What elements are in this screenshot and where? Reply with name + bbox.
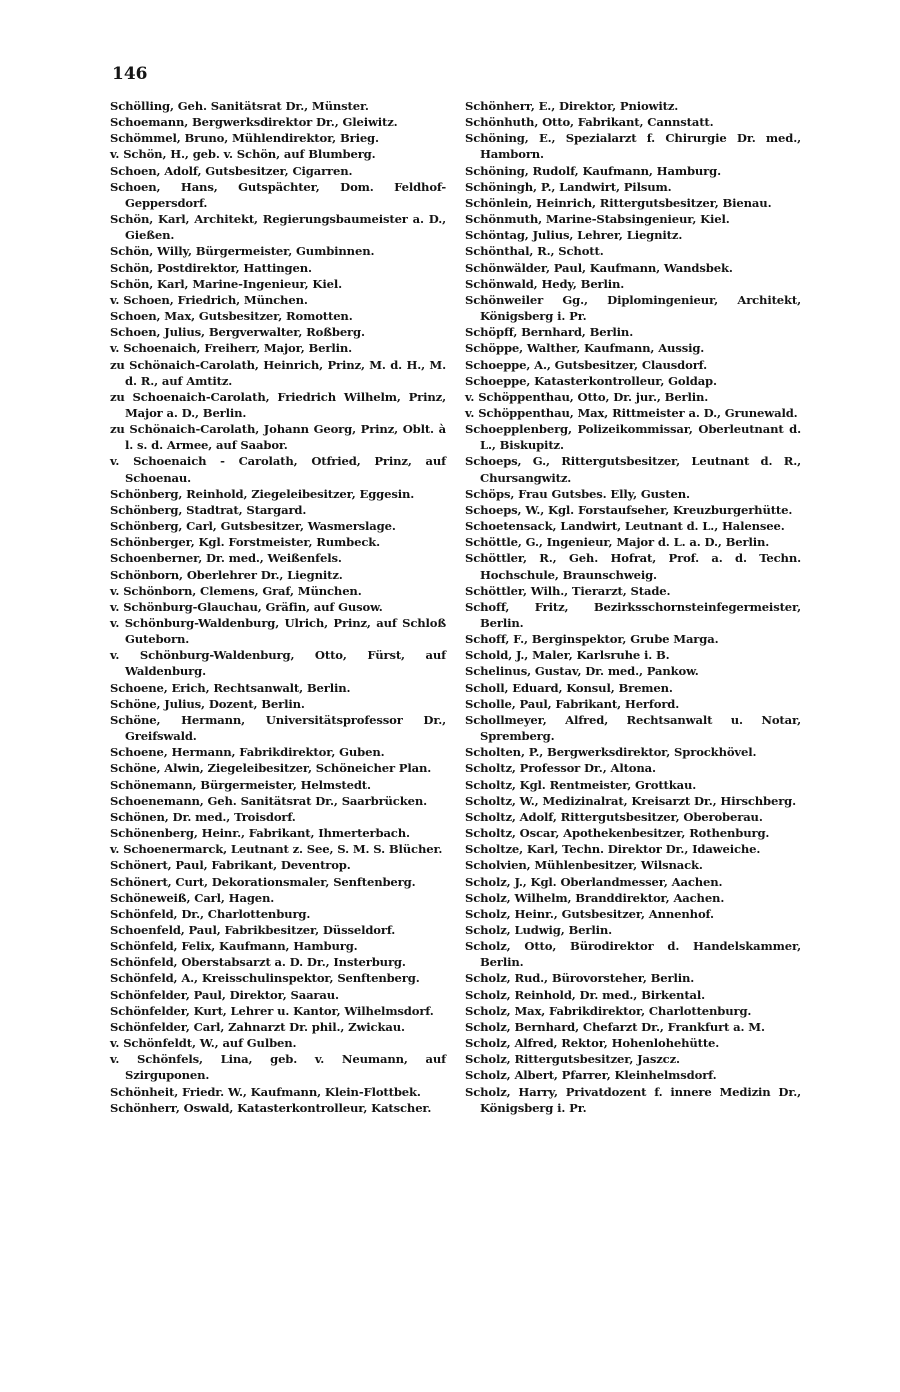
directory-entry: Schoeps, W., Kgl. Forstaufseher, Kreuzburgerhütte. [465,502,793,517]
directory-entry: Scholz, Albert, Pfarrer, Kleinhelmsdorf. [465,1068,717,1083]
directory-entry: Schelinus, Gustav, Dr. med., Pankow. [465,664,699,679]
directory-entry: Schönhuth, Otto, Fabrikant, Cannstatt. [465,115,714,130]
directory-entry: Schoen, Max, Gutsbesitzer, Romotten. [110,309,353,324]
directory-entry: Schöps, Frau Gutsbes. Elly, Gusten. [465,486,690,501]
directory-entry: Schön, Postdirektor, Hattingen. [110,260,312,275]
directory-entry: Scholz, Rittergutsbesitzer, Jaszcz. [465,1052,680,1067]
directory-entry: v. Schoen, Friedrich, München. [110,292,308,307]
directory-entry: Scholz, Wilhelm, Branddirektor, Aachen. [465,890,725,905]
directory-entry: Schoen, Adolf, Gutsbesitzer, Cigarren. [110,163,353,178]
directory-entry: Scholtz, Oscar, Apothekenbesitzer, Rothenburg. [465,826,770,841]
directory-entry: Schöning, Rudolf, Kaufmann, Hamburg. [465,163,721,178]
directory-entry: Scholl, Eduard, Konsul, Bremen. [465,680,673,695]
directory-entry: Schönmuth, Marine-Stabsingenieur, Kiel. [465,212,730,227]
directory-entry: Schöttler, R., Geh. Hofrat, Prof. a. d. Techn. Hochschule, Braunschweig. [465,551,801,582]
directory-entry: Schönheit, Friedr. W., Kaufmann, Klein-Flottbek. [110,1084,421,1099]
directory-entry: v. Schoenermarck, Leutnant z. See, S. M. S. Blücher. [110,842,443,857]
directory-entry: Schoeps, G., Rittergutsbesitzer, Leutnant d. R., Chursangwitz. [465,454,801,485]
directory-entry: Schöpff, Bernhard, Berlin. [465,325,634,340]
directory-entry: Schoen, Julius, Bergverwalter, Roßberg. [110,325,365,340]
directory-entry: Schönfeld, Dr., Charlottenburg. [110,906,311,921]
directory-entry: zu Schönaich-Carolath, Johann Georg, Prinz, Oblt. à l. s. d. Armee, auf Saabor. [110,422,446,453]
directory-entry: Schoetensack, Landwirt, Leutnant d. L., Halensee. [465,519,785,534]
directory-entry: zu Schoenaich-Carolath, Friedrich Wilhelm, Prinz, Major a. D., Berlin. [110,389,446,420]
directory-entry: Schönweiler Gg., Diplomingenieur, Architekt, Königsberg i. Pr. [465,292,801,324]
directory-entry: Schönberg, Stadtrat, Stargard. [110,502,307,517]
directory-entry: Schönen, Dr. med., Troisdorf. [110,809,296,824]
right-column [465,98,801,1116]
directory-entry: Schoff, Fritz, Bezirksschornsteinfegermeister, Berlin. [465,599,801,630]
directory-entry: Schöne, Hermann, Universitätsprofessor Dr., Greifswald. [110,712,446,744]
directory-entry: Schoeppe, A., Gutsbesitzer, Clausdorf. [465,357,707,372]
directory-entry: Scholz, Otto, Bürodirektor d. Handelskammer, Berlin. [465,939,801,970]
directory-entry: Scholvien, Mühlenbesitzer, Wilsnack. [465,858,703,873]
directory-entry: Schönfelder, Carl, Zahnarzt Dr. phil., Zwickau. [110,1019,405,1034]
directory-entry: Schoepplenberg, Polizeikommissar, Oberleutnant d. L., Biskupitz. [465,422,801,453]
directory-entry: Schönberg, Carl, Gutsbesitzer, Wasmerslage. [110,519,396,534]
directory-entry: Schönwälder, Paul, Kaufmann, Wandsbek. [465,260,733,275]
directory-entry: Schölling, Geh. Sanitätsrat Dr., Münster. [110,99,369,113]
directory-entry: Schoene, Erich, Rechtsanwalt, Berlin. [110,680,351,695]
directory-entry: Schöttle, G., Ingenieur, Major d. L. a. D., Berlin. [465,535,770,550]
directory-entry: Schöttler, Wilh., Tierarzt, Stade. [465,583,671,598]
directory-entry: v. Schoenaich - Carolath, Otfried, Prinz, auf Schoenau. [110,454,446,485]
directory-entry: Schönemann, Bürgermeister, Helmstedt. [110,777,371,792]
directory-entry: Scholz, Alfred, Rektor, Hohenlohehütte. [465,1036,720,1051]
directory-entry: Scholz, Ludwig, Berlin. [465,922,613,937]
directory-entry: Schömmel, Bruno, Mühlendirektor, Brieg. [110,131,379,146]
directory-entry: v. Schönburg-Waldenburg, Otto, Fürst, auf Waldenburg. [110,648,446,679]
directory-entry: Schoen, Hans, Gutspächter, Dom. Feldhof-Geppersdorf. [110,179,446,210]
directory-entry: Scholtze, Karl, Techn. Direktor Dr., Idaweiche. [465,842,761,857]
directory-entry: Schollmeyer, Alfred, Rechtsanwalt u. Notar, Spremberg. [465,712,801,744]
directory-entry: Scholz, J., Kgl. Oberlandmesser, Aachen. [465,874,723,889]
directory-entry: v. Schönfels, Lina, geb. v. Neumann, auf Szirguponen. [110,1052,446,1083]
page-number: 146 [112,64,148,84]
directory-entry: Schön, Willy, Bürgermeister, Gumbinnen. [110,244,375,259]
directory-entry: Schönherr, E., Direktor, Pniowitz. [465,99,679,113]
directory-entry: v. Schön, H., geb. v. Schön, auf Blumberg. [110,147,376,162]
directory-entry: Schoff, F., Berginspektor, Grube Marga. [465,632,719,647]
directory-entry: Schöning, E., Spezialarzt f. Chirurgie Dr. med., Hamborn. [465,131,801,162]
directory-entry: Schöntag, Julius, Lehrer, Liegnitz. [465,228,683,243]
directory-entry: v. Schöppenthau, Otto, Dr. jur., Berlin. [465,389,709,404]
directory-entry: Scholz, Rud., Bürovorsteher, Berlin. [465,971,695,986]
directory-entry: Schoenfeld, Paul, Fabrikbesitzer, Düsseldorf. [110,922,396,937]
directory-entry: v. Schöppenthau, Max, Rittmeister a. D., Grunewald. [465,405,798,420]
directory-entry: Scholtz, W., Medizinalrat, Kreisarzt Dr., Hirschberg. [465,793,796,808]
directory-entry: Schönfelder, Paul, Direktor, Saarau. [110,987,339,1002]
directory-entry: Schöppe, Walther, Kaufmann, Aussig. [465,341,705,356]
directory-entry: Schönert, Paul, Fabrikant, Deventrop. [110,858,351,873]
directory-entry: Schönenberg, Heinr., Fabrikant, Ihmerterbach. [110,826,410,841]
directory-entry: Schöningh, P., Landwirt, Pilsum. [465,179,672,194]
directory-entry: Schönert, Curt, Dekorationsmaler, Senftenberg. [110,874,416,889]
directory-entry: Scholz, Heinr., Gutsbesitzer, Annenhof. [465,906,714,921]
directory-entry: Schöne, Alwin, Ziegeleibesitzer, Schöneicher Plan. [110,761,432,776]
directory-entry: Scholten, P., Bergwerksdirektor, Sprockhövel. [465,745,757,760]
directory-entry: Schold, J., Maler, Karlsruhe i. B. [465,648,670,663]
directory-entry: Schönthal, R., Schott. [465,244,604,259]
directory-entry: Schönfeld, A., Kreisschulinspektor, Senftenberg. [110,971,420,986]
directory-entry: Scholz, Max, Fabrikdirektor, Charlottenburg. [465,1003,752,1018]
directory-entry: zu Schönaich-Carolath, Heinrich, Prinz, M. d. H., M. d. R., auf Amtitz. [110,357,446,388]
directory-entry: Schöne, Julius, Dozent, Berlin. [110,696,305,711]
directory-entry: Schön, Karl, Marine-Ingenieur, Kiel. [110,276,342,291]
directory-entry: Scholtz, Kgl. Rentmeister, Grottkau. [465,777,697,792]
directory-entry: Scholz, Reinhold, Dr. med., Birkental. [465,987,706,1002]
directory-entry: Schönherr, Oswald, Katasterkontrolleur, Katscher. [110,1100,432,1115]
directory-entry: Scholz, Harry, Privatdozent f. innere Medizin Dr., Königsberg i. Pr. [465,1084,801,1115]
directory-entry: Scholle, Paul, Fabrikant, Herford. [465,696,680,711]
directory-entry: Schönberg, Reinhold, Ziegeleibesitzer, Eggesin. [110,486,415,501]
directory-entry: Schön, Karl, Architekt, Regierungsbaumeister a. D., Gießen. [110,212,446,243]
directory-entry: v. Schönborn, Clemens, Graf, München. [110,583,362,598]
directory-entry: Schönborn, Oberlehrer Dr., Liegnitz. [110,567,343,582]
directory-entry: Schönlein, Heinrich, Rittergutsbesitzer, Bienau. [465,195,772,210]
directory-entry: Scholz, Bernhard, Chefarzt Dr., Frankfurt a. M. [465,1019,765,1034]
directory-entry: Schoemann, Bergwerksdirektor Dr., Gleiwitz. [110,115,398,130]
directory-entry: v. Schönfeldt, W., auf Gulben. [110,1036,297,1051]
directory-entry: Scholtz, Adolf, Rittergutsbesitzer, Oberoberau. [465,809,763,824]
directory-entry: Schoenemann, Geh. Sanitätsrat Dr., Saarbrücken. [110,793,427,808]
left-column [110,98,446,1116]
directory-entry: Schönfeld, Felix, Kaufmann, Hamburg. [110,939,358,954]
directory-entry: Schoenberner, Dr. med., Weißenfels. [110,551,342,566]
directory-entry: Schönberger, Kgl. Forstmeister, Rumbeck. [110,535,381,550]
directory-entry: Schönwald, Hedy, Berlin. [465,276,625,291]
directory-entry: Schoeppe, Katasterkontrolleur, Goldap. [465,373,717,388]
directory-entry: v. Schönburg-Glauchau, Gräfin, auf Gusow. [110,599,383,614]
directory-entry: Scholtz, Professor Dr., Altona. [465,761,656,776]
directory-entry: Schöneweiß, Carl, Hagen. [110,890,275,905]
directory-entry: Schönfelder, Kurt, Lehrer u. Kantor, Wilhelmsdorf. [110,1003,434,1018]
directory-entry: v. Schönburg-Waldenburg, Ulrich, Prinz, auf Schloß Guteborn. [110,616,446,647]
directory-entry: Schönfeld, Oberstabsarzt a. D. Dr., Insterburg. [110,955,406,970]
directory-entry: Schoene, Hermann, Fabrikdirektor, Guben. [110,745,385,760]
directory-entry: v. Schoenaich, Freiherr, Major, Berlin. [110,341,353,356]
